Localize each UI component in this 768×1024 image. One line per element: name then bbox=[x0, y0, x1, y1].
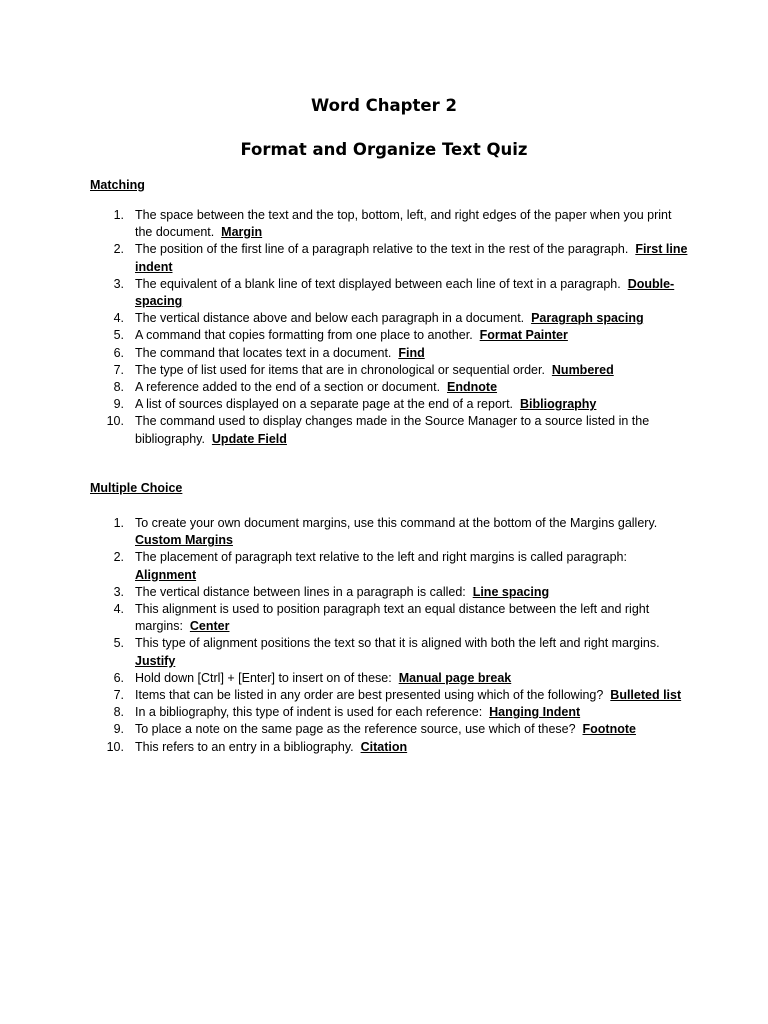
multiple-choice-item: 3. The vertical distance between lines in a paragraph is called: Line spacing bbox=[113, 584, 550, 599]
answer: Footnote bbox=[582, 722, 636, 737]
answer: Custom Margins bbox=[135, 533, 233, 548]
answer: Paragraph spacing bbox=[531, 311, 644, 326]
matching-item: 3. The equivalent of a blank line of text displayed between each line of text in a paragraph. Double-spacing bbox=[113, 276, 675, 309]
multiple-choice-item: 10. This refers to an entry in a bibliography. Citation bbox=[106, 739, 408, 754]
matching-item: 8. A reference added to the end of a section or document. Endnote bbox=[113, 380, 498, 395]
multiple-choice-item: 6. Hold down [Ctrl] + [Enter] to insert on of these: Manual page break bbox=[113, 670, 512, 685]
answer: Numbered bbox=[551, 362, 614, 377]
answer: Endnote bbox=[447, 380, 498, 395]
answer: Update Field bbox=[211, 431, 287, 446]
multiple-choice-item: 1. To create your own document margins, use this command at the bottom of the Margins gallery. Custom Margins bbox=[113, 516, 658, 548]
answer: Margin bbox=[221, 225, 263, 240]
multiple-choice-item: 9. To place a note on the same page as the reference source, use which of these? Footnote bbox=[113, 722, 636, 737]
document-title: Word Chapter 2 bbox=[311, 96, 457, 115]
answer: Line spacing bbox=[472, 584, 550, 599]
multiple-choice-item: 4. This alignment is used to position paragraph text an equal distance between the left and right margins: Center bbox=[113, 602, 650, 634]
matching-item: 10. The command used to display changes made in the Source Manager to a source listed in the bibliography. Update Field bbox=[106, 414, 650, 446]
multiple-choice-heading: Multiple Choice bbox=[90, 481, 183, 495]
answer: Format Painter bbox=[479, 328, 568, 343]
answer: Bulleted list bbox=[610, 688, 682, 703]
answer: Double-spacing bbox=[135, 276, 675, 309]
multiple-choice-item: 8. In a bibliography, this type of indent is used for each reference: Hanging Indent bbox=[113, 705, 581, 720]
matching-item: 2. The position of the first line of a paragraph relative to the text in the rest of the paragraph. First line indent bbox=[113, 242, 688, 274]
matching-item: 1. The space between the text and the top, bottom, left, and right edges of the paper when you print the document. Margin bbox=[113, 208, 672, 240]
answer: Alignment bbox=[135, 567, 197, 582]
answer: Citation bbox=[360, 739, 408, 754]
multiple-choice-item: 2. The placement of paragraph text relative to the left and right margins is called paragraph: Alignment bbox=[113, 550, 627, 582]
matching-item: 6. The command that locates text in a document. Find bbox=[113, 345, 425, 360]
answer: Manual page break bbox=[398, 670, 512, 685]
multiple-choice-item: 7. Items that can be listed in any order are best presented using which of the following? Bulleted list bbox=[113, 688, 682, 703]
matching-list bbox=[90, 207, 690, 448]
matching-item: 5. A command that copies formatting from one place to another. Format Painter bbox=[113, 328, 568, 343]
answer: Bibliography bbox=[519, 397, 597, 412]
answer: Hanging Indent bbox=[489, 705, 581, 720]
multiple-choice-list bbox=[90, 515, 690, 756]
answer: First line indent bbox=[135, 242, 688, 274]
multiple-choice-item: 5. This type of alignment positions the text so that it is aligned with both the left and right margins. Justify bbox=[113, 636, 660, 668]
matching-item: 7. The type of list used for items that are in chronological or sequential order. Numbered bbox=[113, 362, 614, 377]
answer: Find bbox=[398, 345, 425, 360]
matching-item: 9. A list of sources displayed on a separate page at the end of a report. Bibliography bbox=[113, 397, 597, 412]
document-subtitle: Format and Organize Text Quiz bbox=[240, 140, 528, 159]
answer: Center bbox=[189, 619, 230, 634]
matching-heading: Matching bbox=[90, 178, 145, 192]
matching-item: 4. The vertical distance above and below each paragraph in a document. Paragraph spacing bbox=[113, 311, 644, 326]
answer: Justify bbox=[135, 653, 176, 668]
